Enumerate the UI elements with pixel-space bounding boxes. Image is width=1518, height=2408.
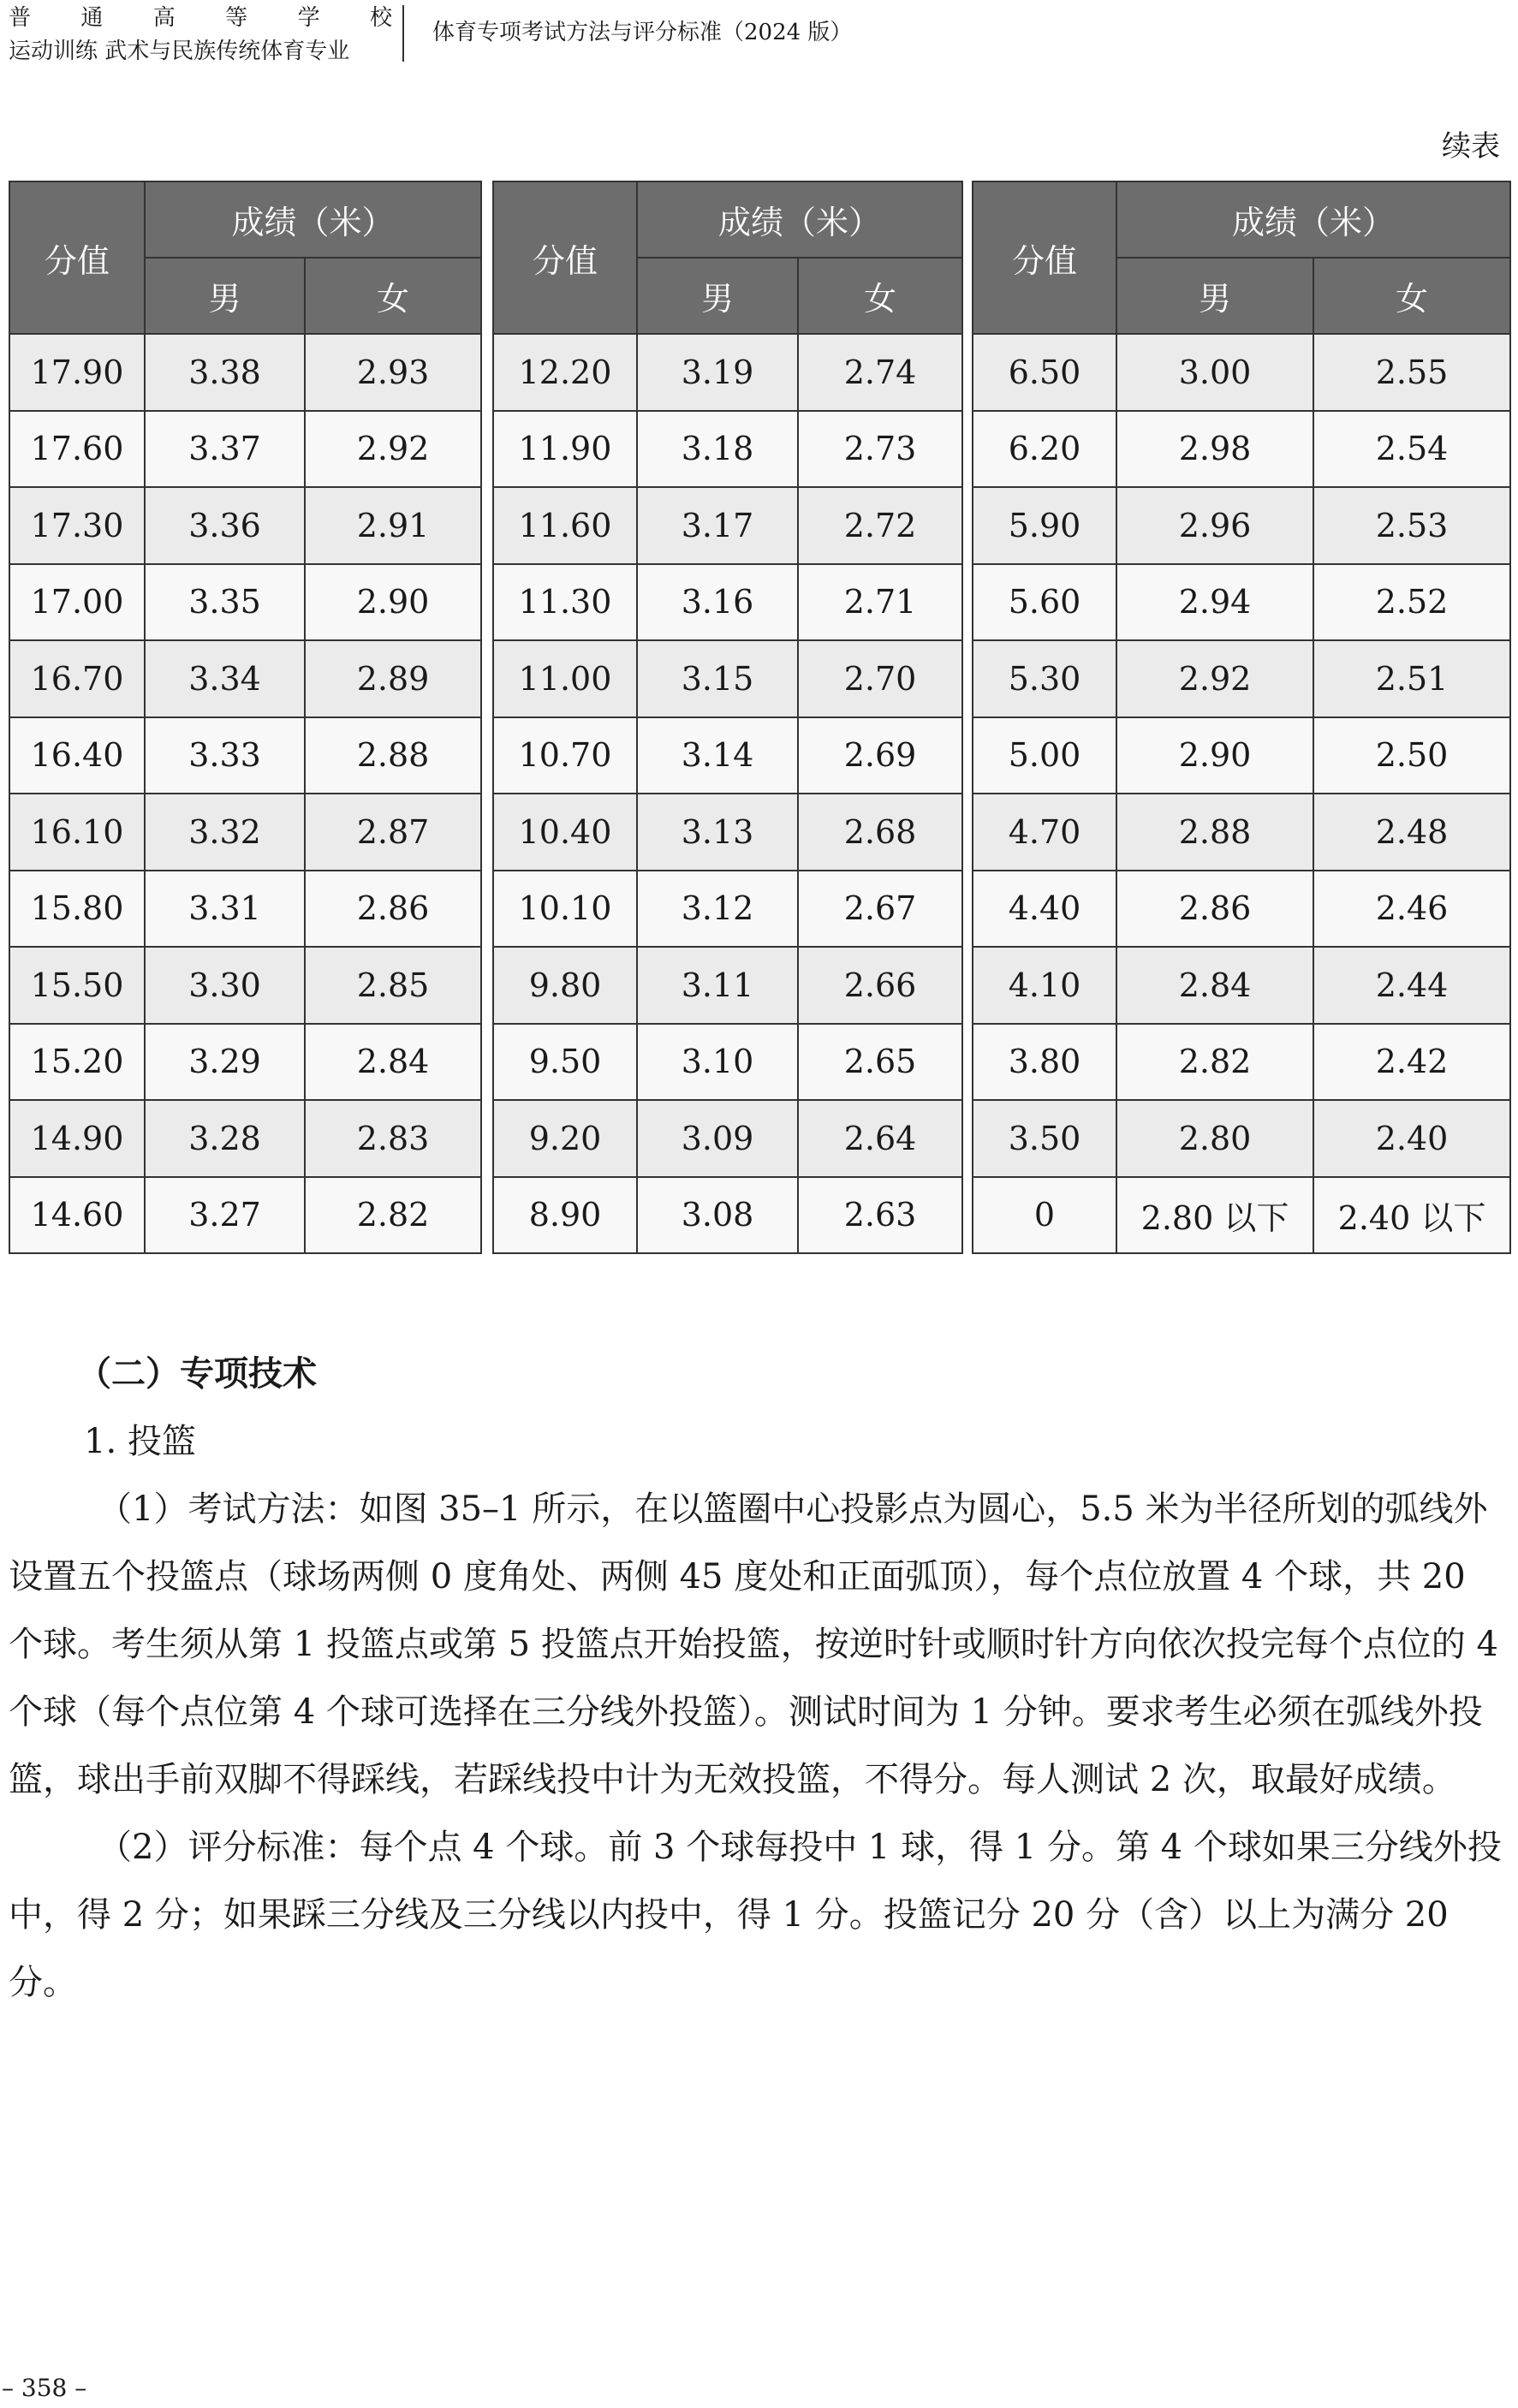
header-female: 女	[305, 258, 481, 334]
header-divider	[402, 5, 404, 62]
female-cell: 2.68	[798, 794, 962, 871]
male-cell: 3.30	[145, 947, 305, 1024]
score-cell: 11.00	[493, 640, 637, 717]
table-row	[493, 1100, 962, 1177]
female-cell: 2.90	[305, 564, 481, 641]
male-cell: 3.13	[637, 794, 798, 871]
female-cell: 2.52	[1313, 564, 1510, 641]
male-cell: 3.29	[145, 1024, 305, 1101]
male-cell: 2.90	[1116, 717, 1313, 794]
female-cell: 2.54	[1313, 411, 1510, 488]
female-cell: 2.48	[1313, 794, 1510, 871]
table-row	[973, 640, 1510, 717]
paragraph-exam-method: （1）考试方法：如图 35–1 所示，在以篮圈中心投影点为圆心，5.5 米为半径所划的弧线外设置五个投篮点（球场两侧 0 度角处、两侧 45 度处和正面弧顶），每个点位放置 4 个球，共 20 个球。考生须从第 1 投篮点或第 5 投篮点开始投篮，按逆时针或顺时针方向依次投完每个点位的 4 个球（每个点位第 4 个球可选择在三分线外投篮）。测试时间为 1 分钟。要求考生必须在弧线外投篮，球出手前双脚不得踩线，若踩线投中计为无效投篮，不得分。每人测试 2 次，取最好成绩。	[9, 1489, 1498, 1799]
table-row	[973, 1177, 1510, 1254]
male-cell: 3.34	[145, 640, 305, 717]
header-char: 通	[80, 5, 105, 31]
header-male: 男	[145, 258, 305, 334]
male-cell: 3.00	[1116, 334, 1313, 411]
male-cell: 3.11	[637, 947, 798, 1024]
male-cell: 3.36	[145, 487, 305, 564]
male-cell: 3.10	[637, 1024, 798, 1101]
table-row	[9, 1100, 481, 1177]
male-cell: 3.33	[145, 717, 305, 794]
score-cell: 4.70	[973, 794, 1116, 871]
table-row	[493, 411, 962, 488]
header-female: 女	[1313, 258, 1510, 334]
score-cell: 10.70	[493, 717, 637, 794]
table-row	[9, 640, 481, 717]
running-header-left	[9, 2, 394, 68]
female-cell: 2.72	[798, 487, 962, 564]
table-row	[493, 794, 962, 871]
female-cell: 2.64	[798, 1100, 962, 1177]
score-cell: 10.40	[493, 794, 637, 871]
score-cell: 5.60	[973, 564, 1116, 641]
table-row	[9, 947, 481, 1024]
table-row	[9, 871, 481, 948]
score-cell: 17.60	[9, 411, 145, 488]
table-row	[9, 794, 481, 871]
section-subheading: 1. 投篮	[84, 1422, 196, 1461]
score-table-group-2	[492, 181, 963, 1254]
female-cell: 2.44	[1313, 947, 1510, 1024]
female-cell: 2.67	[798, 871, 962, 948]
score-cell: 9.50	[493, 1024, 637, 1101]
male-cell: 3.27	[145, 1177, 305, 1254]
female-cell: 2.46	[1313, 871, 1510, 948]
score-cell: 17.90	[9, 334, 145, 411]
table-row	[973, 794, 1510, 871]
male-cell: 2.80 以下	[1116, 1177, 1313, 1254]
table-row	[9, 717, 481, 794]
table-row	[493, 717, 962, 794]
male-cell: 2.94	[1116, 564, 1313, 641]
female-cell: 2.70	[798, 640, 962, 717]
female-cell: 2.51	[1313, 640, 1510, 717]
header-result: 成绩（米）	[1116, 181, 1510, 258]
table-row	[493, 947, 962, 1024]
male-cell: 3.17	[637, 487, 798, 564]
score-cell: 14.60	[9, 1177, 145, 1254]
score-cell: 11.30	[493, 564, 637, 641]
header-female: 女	[798, 258, 962, 334]
male-cell: 3.15	[637, 640, 798, 717]
header-school-line	[9, 2, 394, 34]
male-cell: 2.80	[1116, 1100, 1313, 1177]
score-table-group-3	[972, 181, 1511, 1254]
score-cell: 9.80	[493, 947, 637, 1024]
score-cell: 5.00	[973, 717, 1116, 794]
table-row	[973, 564, 1510, 641]
male-cell: 3.38	[145, 334, 305, 411]
score-cell: 14.90	[9, 1100, 145, 1177]
female-cell: 2.89	[305, 640, 481, 717]
female-cell: 2.93	[305, 334, 481, 411]
running-header-right: 体育专项考试方法与评分标准（2024 版）	[432, 20, 853, 45]
female-cell: 2.92	[305, 411, 481, 488]
table-row	[973, 717, 1510, 794]
female-cell: 2.63	[798, 1177, 962, 1254]
female-cell: 2.88	[305, 717, 481, 794]
header-score: 分值	[973, 181, 1116, 334]
table-row	[9, 411, 481, 488]
table-row	[973, 1024, 1510, 1101]
table-row	[9, 564, 481, 641]
female-cell: 2.66	[798, 947, 962, 1024]
header-score: 分值	[9, 181, 145, 334]
female-cell: 2.91	[305, 487, 481, 564]
continued-table-label: 续表	[1442, 129, 1500, 164]
header-male: 男	[637, 258, 798, 334]
header-char: 普	[9, 5, 33, 31]
score-cell: 11.90	[493, 411, 637, 488]
female-cell: 2.87	[305, 794, 481, 871]
score-cell: 3.80	[973, 1024, 1116, 1101]
table-row	[493, 1177, 962, 1254]
header-char: 校	[369, 5, 394, 31]
male-cell: 3.09	[637, 1100, 798, 1177]
header-char: 等	[225, 5, 250, 31]
score-cell: 15.50	[9, 947, 145, 1024]
male-cell: 2.92	[1116, 640, 1313, 717]
header-char: 学	[297, 5, 322, 31]
score-cell: 4.10	[973, 947, 1116, 1024]
male-cell: 3.18	[637, 411, 798, 488]
score-table-group-1	[9, 181, 482, 1254]
male-cell: 2.84	[1116, 947, 1313, 1024]
table-row	[973, 487, 1510, 564]
female-cell: 2.69	[798, 717, 962, 794]
male-cell: 3.16	[637, 564, 798, 641]
score-cell: 4.40	[973, 871, 1116, 948]
female-cell: 2.40 以下	[1313, 1177, 1510, 1254]
female-cell: 2.83	[305, 1100, 481, 1177]
female-cell: 2.73	[798, 411, 962, 488]
score-cell: 17.00	[9, 564, 145, 641]
table-row	[9, 1024, 481, 1101]
score-cell: 16.70	[9, 640, 145, 717]
table-row	[493, 564, 962, 641]
female-cell: 2.71	[798, 564, 962, 641]
male-cell: 2.88	[1116, 794, 1313, 871]
female-cell: 2.86	[305, 871, 481, 948]
table-row	[973, 871, 1510, 948]
male-cell: 2.98	[1116, 411, 1313, 488]
score-cell: 9.20	[493, 1100, 637, 1177]
score-cell: 3.50	[973, 1100, 1116, 1177]
female-cell: 2.65	[798, 1024, 962, 1101]
table-row	[973, 947, 1510, 1024]
score-cell: 5.90	[973, 487, 1116, 564]
male-cell: 2.86	[1116, 871, 1313, 948]
female-cell: 2.85	[305, 947, 481, 1024]
header-major-line: 运动训练 武术与民族传统体育专业	[9, 39, 350, 64]
section-body	[9, 1341, 1503, 2017]
female-cell: 2.40	[1313, 1100, 1510, 1177]
score-cell: 16.10	[9, 794, 145, 871]
score-cell: 15.80	[9, 871, 145, 948]
male-cell: 3.32	[145, 794, 305, 871]
male-cell: 3.19	[637, 334, 798, 411]
score-cell: 11.60	[493, 487, 637, 564]
male-cell: 3.12	[637, 871, 798, 948]
page-number: – 358 –	[2, 2374, 87, 2402]
male-cell: 3.31	[145, 871, 305, 948]
table-row	[493, 871, 962, 948]
score-cell: 6.20	[973, 411, 1116, 488]
table-row	[9, 487, 481, 564]
score-cell: 5.30	[973, 640, 1116, 717]
female-cell: 2.84	[305, 1024, 481, 1101]
table-row	[9, 1177, 481, 1254]
header-result: 成绩（米）	[145, 181, 481, 258]
female-cell: 2.50	[1313, 717, 1510, 794]
female-cell: 2.42	[1313, 1024, 1510, 1101]
score-cell: 8.90	[493, 1177, 637, 1254]
male-cell: 2.82	[1116, 1024, 1313, 1101]
table-row	[493, 487, 962, 564]
table-row	[973, 334, 1510, 411]
female-cell: 2.82	[305, 1177, 481, 1254]
table-row	[493, 334, 962, 411]
table-row	[493, 1024, 962, 1101]
table-row	[9, 334, 481, 411]
female-cell: 2.53	[1313, 487, 1510, 564]
table-row	[973, 411, 1510, 488]
header-male: 男	[1116, 258, 1313, 334]
header-score: 分值	[493, 181, 637, 334]
female-cell: 2.74	[798, 334, 962, 411]
female-cell: 2.55	[1313, 334, 1510, 411]
section-heading: （二）专项技术	[77, 1354, 317, 1394]
male-cell: 3.35	[145, 564, 305, 641]
paragraph-scoring-standard: （2）评分标准：每个点 4 个球。前 3 个球每投中 1 球，得 1 分。第 4 个球如果三分线外投中，得 2 分；如果踩三分线及三分线以内投中，得 1 分。投篮记分 20 分（含）以上为满分 20 分。	[9, 1828, 1502, 2002]
header-result: 成绩（米）	[637, 181, 962, 258]
male-cell: 3.28	[145, 1100, 305, 1177]
score-cell: 6.50	[973, 334, 1116, 411]
score-cell: 0	[973, 1177, 1116, 1254]
male-cell: 3.08	[637, 1177, 798, 1254]
male-cell: 3.37	[145, 411, 305, 488]
score-cell: 10.10	[493, 871, 637, 948]
male-cell: 2.96	[1116, 487, 1313, 564]
table-row	[973, 1100, 1510, 1177]
score-cell: 12.20	[493, 334, 637, 411]
score-cell: 15.20	[9, 1024, 145, 1101]
header-char: 高	[152, 5, 177, 31]
male-cell: 3.14	[637, 717, 798, 794]
score-cell: 17.30	[9, 487, 145, 564]
table-row	[493, 640, 962, 717]
score-cell: 16.40	[9, 717, 145, 794]
